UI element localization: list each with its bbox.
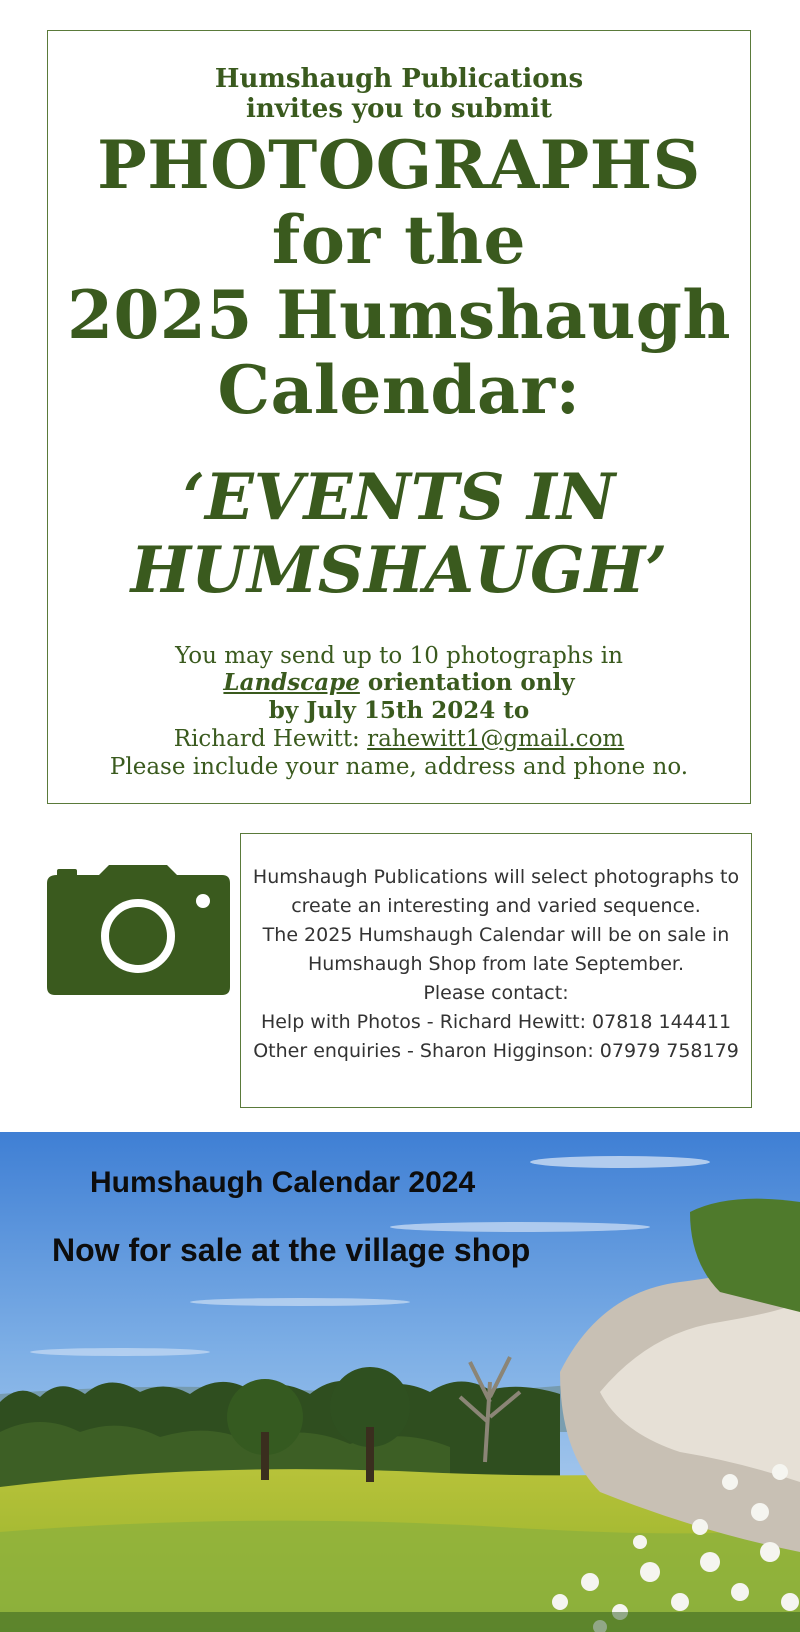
contact-line-1: Humshaugh Publications will select photographs to [252, 866, 740, 888]
contact-line-7: Other enquiries - Sharon Higginson: 07979 758179 [253, 1040, 739, 1062]
landscape-emphasis: Landscape [223, 669, 360, 696]
theme-line-1: ‘EVENTS IN [182, 460, 616, 535]
intro-line-publisher: Humshaugh Publications [214, 64, 584, 94]
headline-line-4: Calendar: [217, 351, 581, 429]
photo-banner-subtitle: Now for sale at the village shop [52, 1232, 531, 1268]
orientation-text: orientation only [359, 669, 575, 696]
headline-line-1: PHOTOGRAPHS [97, 126, 701, 204]
info-line-5: Please include your name, address and phone no. [109, 754, 689, 780]
photo-banner-title: Humshaugh Calendar 2024 [90, 1166, 476, 1199]
contact-line-6: Help with Photos - Richard Hewitt: 07818 144411 [260, 1011, 732, 1033]
email-link[interactable]: rahewitt1@gmail.com [367, 726, 625, 752]
landscape-photo-art [0, 1132, 800, 1632]
camera-icon [47, 863, 230, 995]
headline-line-3: 2025 Humshaugh [67, 276, 731, 354]
info-line-2 [48, 669, 750, 697]
contact-line-5: Please contact: [423, 982, 569, 1004]
landscape-photo [0, 1132, 800, 1632]
intro-line-invite: invites you to submit [246, 94, 552, 124]
poster-box [47, 30, 751, 804]
info-line-4 [48, 725, 750, 753]
headline-line-2: for the [271, 201, 527, 279]
contact-line-4: Humshaugh Shop from late September. [307, 953, 685, 975]
contact-box [240, 833, 752, 1108]
theme-line-2: HUMSHAUGH’ [130, 533, 668, 608]
info-line-3: by July 15th 2024 to [268, 697, 530, 724]
info-line-1: You may send up to 10 photographs in [175, 643, 623, 669]
contact-line-2: create an interesting and varied sequence. [291, 895, 701, 917]
contact-line-3: The 2025 Humshaugh Calendar will be on sale in [262, 924, 730, 946]
contact-name: Richard Hewitt: [173, 726, 368, 752]
